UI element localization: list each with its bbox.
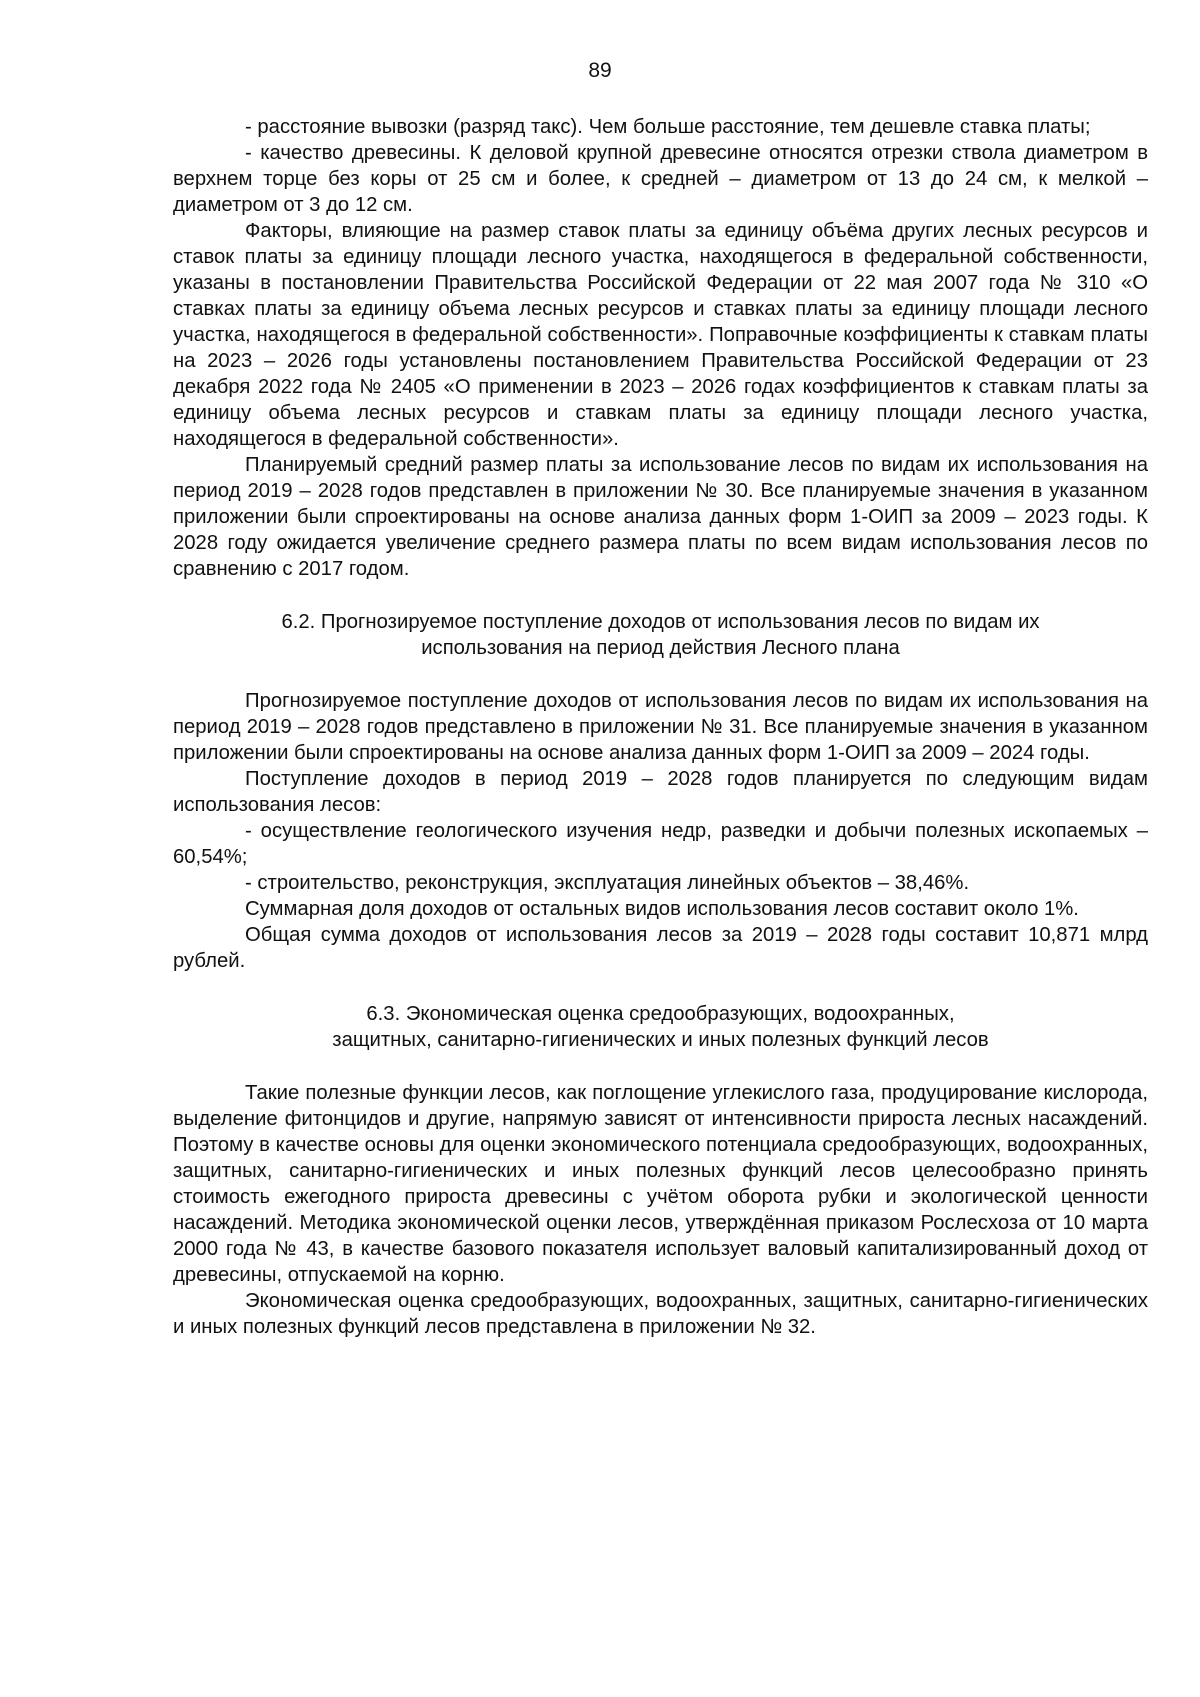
page-content bbox=[173, 114, 1148, 1340]
section-heading-6-2-line1: 6.2. Прогнозируемое поступление доходов от использования лесов по видам их bbox=[281, 611, 1040, 633]
section-heading-6-3-line1: 6.3. Экономическая оценка средообразующих, водоохранных, bbox=[366, 1003, 955, 1025]
section-heading-6-2-line2: использования на период действия Лесного плана bbox=[421, 637, 900, 659]
paragraph-economic-assessment: Экономическая оценка средообразующих, водоохранных, защитных, санитарно-гигиенических и иных полезных функций лесов представлена в приложении № 32. bbox=[173, 1290, 1148, 1338]
paragraph-rate-factors: Факторы, влияющие на размер ставок платы за единицу объёма других лесных ресурсов и ставок платы за единицу площади лесного участка, находящегося в федеральной собственности, указаны в постановлении Правительства Российской Федерации от 22 мая 2007 года № 310 «О ставках платы за единицу объема лесных ресурсов и ставках платы за единицу площади лесного участка, находящегося в федеральной собственности». Поправочные коэффициенты к ставкам платы на 2023 – 2026 годы установлены постановлением Правительства Российской Федерации от 23 декабря 2022 года № 2405 «О применении в 2023 – 2026 годах коэффициентов к ставкам платы за единицу объема лесных ресурсов и ставкам платы за единицу площади лесного участка, находящегося в федеральной собственности». bbox=[173, 220, 1148, 450]
list-item-geology: - осуществление геологического изучения недр, разведки и добычи полезных ископаемых – 60,54%; bbox=[173, 820, 1148, 868]
paragraph-planned-average-fee: Планируемый средний размер платы за использование лесов по видам их использования на период 2019 – 2028 годов представлен в приложении № 30. Все планируемые значения в указанном приложении были спроектированы на основе анализа данных форм 1-ОИП за 2009 – 2023 годы. К 2028 году ожидается увеличение среднего размера платы по всем видам использования лесов по сравнению с 2017 годом. bbox=[173, 454, 1148, 580]
paragraph-other-share: Суммарная доля доходов от остальных видов использования лесов составит около 1%. bbox=[245, 898, 1079, 920]
section-heading-6-3-line2: защитных, санитарно-гигиенических и иных полезных функций лесов bbox=[332, 1029, 989, 1051]
paragraph-forecast-income: Прогнозируемое поступление доходов от использования лесов по видам их использования на период 2019 – 2028 годов представлено в приложении № 31. Все планируемые значения в указанном приложении были спроектированы на основе анализа данных форм 1-ОИП за 2009 – 2024 годы. bbox=[173, 690, 1148, 764]
paragraph-useful-functions: Такие полезные функции лесов, как поглощение углекислого газа, продуцирование кислорода, выделение фитонцидов и другие, напрямую зависят от интенсивности прироста лесных насаждений. Поэтому в качестве основы для оценки экономического потенциала средообразующих, водоохранных, защитных, санитарно-гигиенических и иных полезных функций лесов целесообразно принять стоимость ежегодного прироста древесины с учётом оборота рубки и экологической ценности насаждений. Методика экономической оценки лесов, утверждённая приказом Рослесхоза от 10 марта 2000 года № 43, в качестве базового показателя использует валовый капитализированный доход от древесины, отпускаемой на корню. bbox=[173, 1082, 1148, 1286]
paragraph-total-income: Общая сумма доходов от использования лесов за 2019 – 2028 годы составит 10,871 млрд рублей. bbox=[173, 924, 1148, 972]
section-heading-6-3 bbox=[173, 1001, 1148, 1053]
paragraph-haul-distance: - расстояние вывозки (разряд такс). Чем больше расстояние, тем дешевле ставка платы; bbox=[245, 116, 1091, 138]
paragraph-income-types-intro: Поступление доходов в период 2019 – 2028 годов планируется по следующим видам использования лесов: bbox=[173, 768, 1148, 816]
page-number: 89 bbox=[588, 59, 612, 82]
list-item-linear-objects: - строительство, реконструкция, эксплуатация линейных объектов – 38,46%. bbox=[245, 872, 970, 894]
paragraph-wood-quality: - качество древесины. К деловой крупной древесине относятся отрезки ствола диаметром в верхнем торце без коры от 25 см и более, к средней – диаметром от 13 до 24 см, к мелкой – диаметром от 3 до 12 см. bbox=[173, 142, 1148, 216]
section-heading-6-2 bbox=[173, 609, 1148, 661]
